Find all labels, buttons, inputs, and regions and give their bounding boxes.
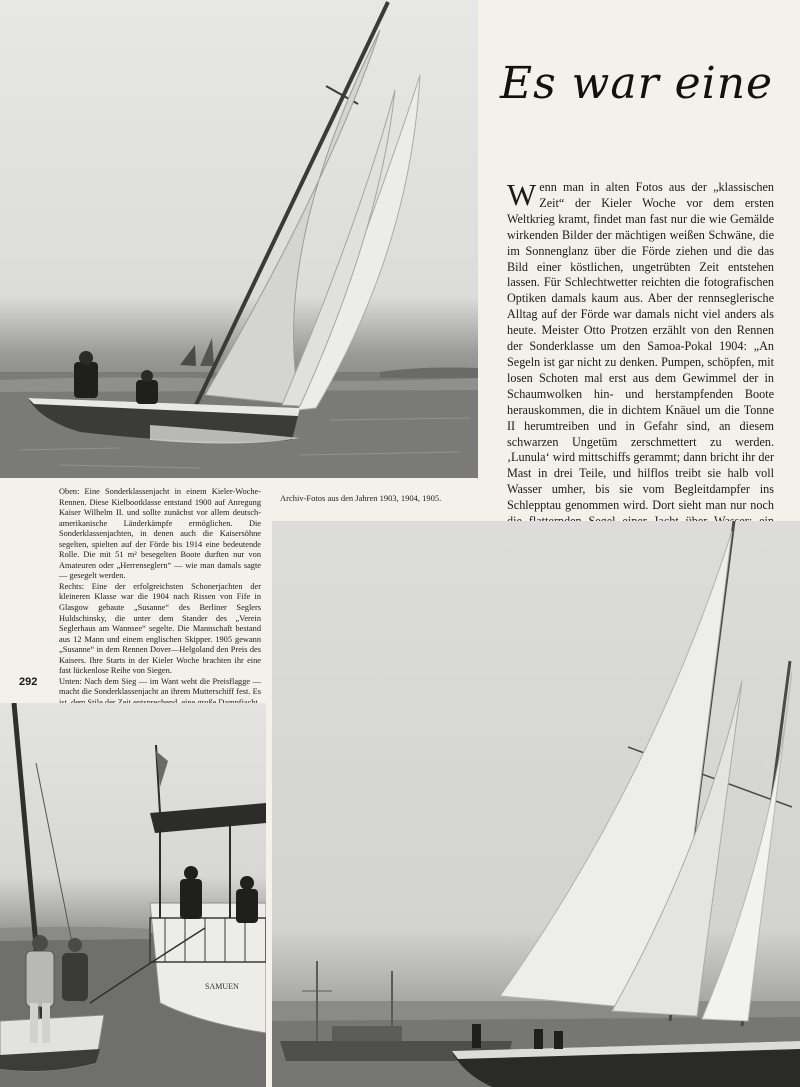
schooner-illustration — [272, 521, 800, 1087]
photo-schooner-susanne — [272, 521, 800, 1087]
photo-mooring-steam-yacht — [0, 703, 266, 1087]
article-body — [507, 177, 774, 562]
caption-bottom: Unten: Nach dem Sieg — im Want weht die Preisflagge — macht die Sonderklassenjacht an ihrem Mutterschiff fest. Es — [59, 676, 261, 697]
ship-name-text: SAMUEN — [205, 982, 239, 991]
photo-caption — [59, 487, 261, 708]
article-text: enn man in alten Fotos aus der „klassischen Zeit“ der Kieler Woche vor dem ersten Weltkrieg kramt, findet man fast nur die wie Gemälde wirkenden Bilder der mächtigen weißen Schwäne, die im Sonnenglanz über die Förde ziehen und die das Bild einer köstlichen, ungetrübten Zeit entstehen lassen. Für Schlechtwetter reichten die fotografischen Optiken damals kaum aus. Aber der rennseglerische Alltag auf der Förde war damals nicht viel anders als heute. Meister Otto Protzen erzählt von den Rennen der Sonderklasse um den Samoa-Pokal 1904: „An Segeln ist gar nicht zu denken. Pumpen, schöpfen, mit losen Schoten mal erst aus dem Gewimmel der in Schaumwolken hin- und herstampfenden Boote herauskommen, die in dichtem Knäuel um die Tonne II herumtreiben und in Gefahr sind, an diesem schwarzen Ungetüm zerschmettert zu werden. ‚Lunula‘ wird mittschiffs gerammt; dann bricht ihr der Mast in drei Teile, und hilflos treibt sie halb voll Wasser umher, bis sie vom Begleitdampfer ins Schlepptau genommen wird. Dort sieht man nur noch — [507, 180, 774, 513]
sailing-yacht-illustration — [0, 0, 478, 478]
drop-cap: W — [507, 177, 537, 212]
caption-right: Rechts: Eine der erfolgreichsten Schonerjachten der kleineren Klasse war die 1904 nach Rissen von Fife in Glasgow gebaute „Susanne“ des Berliner Seglers Huldschinsky, die unter dem Stander des „Verein Seglerhaus am Wannsee“ segelte. Die Mannschaft bestand aus 12 Mann und einem englischen Skipper. 1905 gewann „Susanne“ in dem Rennen Dover—Helgoland den Preis des Kaisers. Ihre Starts in der Kieler Woche brachten ihr eine fast lückenlose Reihe von Siegen. — [59, 581, 261, 676]
mooring-illustration — [0, 703, 266, 1087]
photo-sonderklasse-yacht — [0, 0, 478, 478]
caption-top: Oben: Eine Sonderklassenjacht in einem Kieler-Woche-Rennen. Diese Kielbootklasse entstand 1900 auf Anregung Kaiser Wilhelm II. und sollte zunächst vor allem deutsch-amerikanische Länderkämpfe ermöglichen. Die Sonderklassenjachten, in denen auch die Kaisersöhne segelten, spielten auf der Förde bis 1914 eine bedeutende Rolle. Die mit 51 m² besegelten Boote durften nur von Amateuren oder „Herrenseglern“ — wie man damals sagte — gesegelt werden. — [59, 487, 261, 581]
headline: Es war eine — [500, 58, 774, 109]
page-number: 292 — [19, 676, 38, 688]
archive-note: Archiv-Fotos aus den Jahren 1903, 1904, 1905. — [280, 493, 442, 503]
